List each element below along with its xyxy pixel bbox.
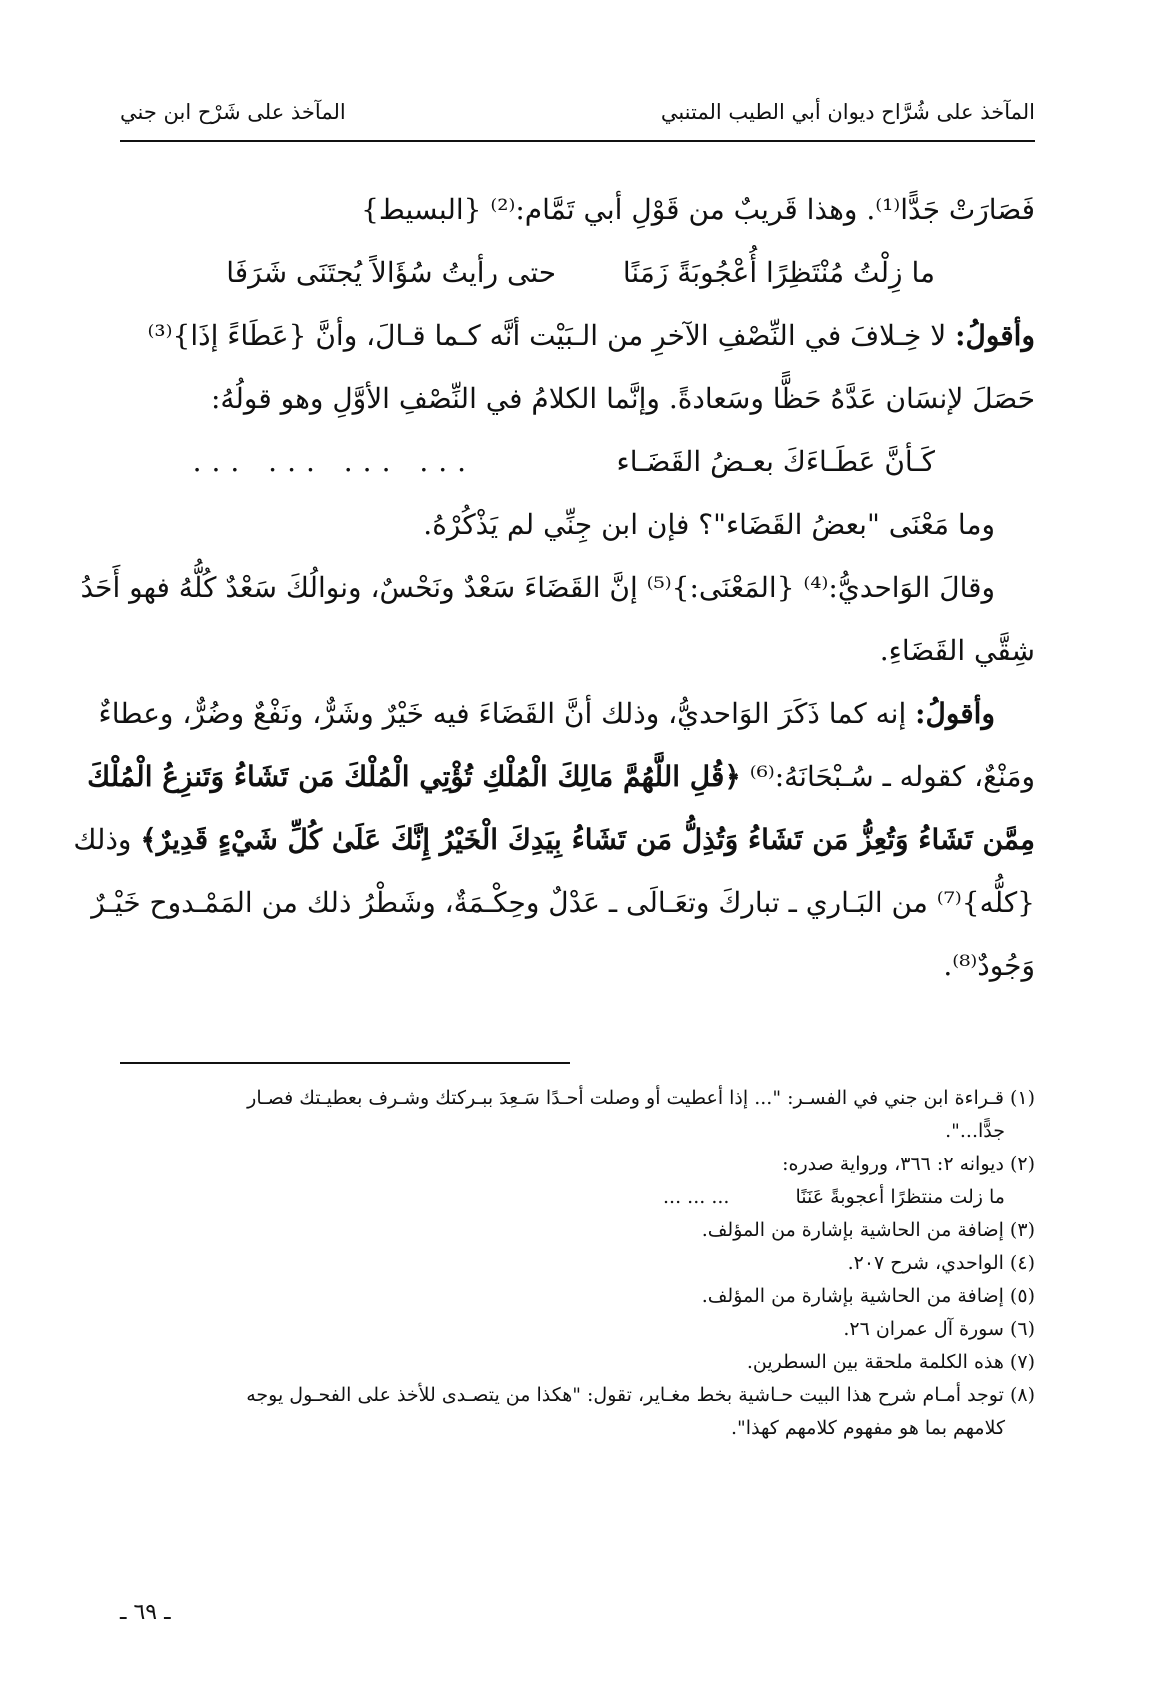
header-rule: [120, 140, 1035, 142]
verse-hemistich-first: ما زِلْتُ مُنْتَظِرًا أُعْجُوبَةً زَمَنًا: [622, 256, 935, 289]
page-number: ـ ٦٩ ـ: [120, 1600, 171, 1625]
paragraph-line: {كلُّه}⁽⁷⁾ من البَـاري ـ تباركَ وتعَـالَى ـ عَدْلٌ وحِكْـمَةٌ، وشَطْرُ ذلك من المَمْـدوح خَيْـرٌ: [91, 886, 1035, 919]
paragraph-line: وَجُودٌ⁽⁸⁾.: [943, 949, 1035, 982]
text-line: فَصَارَتْ جَدًّا⁽¹⁾. وهذا قَريبٌ من قَوْلِ أبي تَمَّام:⁽²⁾ {البسيط}: [361, 193, 1035, 226]
paragraph-text: وذلك: [73, 823, 132, 856]
paragraph-line: [73, 808, 1035, 871]
footnote: (٨) توجد أمـام شرح هذا البيت حـاشية بخط مغـاير، تقول: "هكذا من يتصـدى للأخذ على الفحـول يوجه: [246, 1384, 1035, 1406]
footnote: (٣) إضافة من الحاشية بإشارة من المؤلف.: [701, 1219, 1035, 1241]
paragraph-lead: وأقولُ:: [915, 697, 995, 730]
running-header: [120, 100, 1035, 140]
paragraph-line: [87, 745, 1035, 808]
verse-line: [120, 430, 1035, 493]
paragraph-line: وما مَعْنَى "بعضُ القَضَاء"؟ فإن ابن جِنِّي لم يَذْكُرْهُ.: [423, 508, 995, 541]
footnote: (٥) إضافة من الحاشية بإشارة من المؤلف.: [701, 1285, 1035, 1307]
paragraph-text: ومَنْعٌ، كقوله ـ سُـبْحَانَهُ:⁽⁶⁾: [749, 760, 1035, 793]
footnote-verse: [120, 1181, 1035, 1214]
verse-ellipsis: ... ... ... ...: [192, 445, 477, 478]
footnote-verse-text: ما زلت منتظرًا أعجوبةً عَنَنًا: [795, 1186, 1005, 1208]
document-page: [73, 0, 1035, 1700]
book-title-header: المآخذ على شُرَّاح ديوان أبي الطيب المتنبي: [660, 100, 1035, 124]
quran-quote: مِمَّن تَشَاءُ وَتُعِزُّ مَن تَشَاءُ وَتُذِلُّ مَن تَشَاءُ بِيَدِكَ الْخَيْرُ إِنَّكَ عَلَىٰ كُلِّ شَيْءٍ قَدِيرٌ﴾: [140, 823, 1035, 856]
paragraph-text: إنه كما ذَكَرَ الوَاحديُّ، وذلك أنَّ القَضَاءَ فيه خَيْرٌ وشَرٌّ، ونَفْعٌ وضُرٌّ، وعطاءٌ: [98, 697, 907, 730]
paragraph-line: وقالَ الوَاحديُّ:⁽⁴⁾ {المَعْنَى:}⁽⁵⁾ إنَّ القَضَاءَ سَعْدٌ ونَحْسٌ، ونوالُكَ سَعْدٌ كُلُّهُ فهو أَحَدُ: [80, 571, 995, 604]
quran-quote: ﴿قُلِ اللَّهُمَّ مَالِكَ الْمُلْكِ تُؤْتِي الْمُلْكَ مَن تَشَاءُ وَتَنزِعُ الْمُلْكَ: [87, 760, 741, 793]
footnote: (٦) سورة آل عمران ٢٦.: [843, 1318, 1035, 1340]
footnote-continuation: جدًّا...".: [945, 1120, 1005, 1142]
footnote-rule: [120, 1062, 570, 1064]
verse-line: [120, 241, 1035, 304]
chapter-title-header: المآخذ على شَرْح ابن جني: [120, 100, 346, 124]
paragraph-line: [120, 304, 1035, 367]
paragraph-line: حَصَلَ لإنسَان عَدَّهُ حَظًّا وسَعادةً. وإنَّما الكلامُ في النِّصْفِ الأوَّلِ وهو قولُهُ:: [210, 382, 1035, 415]
verse-hemistich-second: حتى رأيتُ سُؤَالاً يُجتَنَى شَرَفَا: [226, 256, 557, 289]
footnote-verse-ellipsis: ... ... ...: [663, 1186, 730, 1208]
paragraph-line: [98, 682, 1035, 745]
paragraph-text: لا خِـلافَ في النِّصْفِ الآخرِ من الـبَيْت أنَّه كـما قـالَ، وأنَّ {عَطَاءً إذَا}⁽³⁾: [147, 319, 947, 352]
footnote: (٤) الواحدي، شرح ٢٠٧.: [847, 1252, 1035, 1274]
paragraph-line: شِقَّي القَضَاءِ.: [879, 634, 1035, 667]
verse-hemistich-first: كَـأنَّ عَطَـاءَكَ بعـضُ القَضَـاء: [616, 445, 935, 478]
footnote: (٢) ديوانه ٢: ٣٦٦، ورواية صدره:: [782, 1153, 1035, 1175]
main-text: [73, 178, 1035, 997]
footnote-continuation: كلامهم بما هو مفهوم كلامهم كهذا".: [731, 1417, 1005, 1439]
footnote: (٧) هذه الكلمة ملحقة بين السطرين.: [746, 1351, 1035, 1373]
paragraph-lead: وأقولُ:: [955, 319, 1035, 352]
footnotes: [120, 1082, 1035, 1445]
footnote: (١) قـراءة ابن جني في الفسـر: "... إذا أعطيت أو وصلت أحـدًا سَـعِدَ ببـركتك وشـرف بعطيـتك فصـار: [247, 1087, 1035, 1109]
